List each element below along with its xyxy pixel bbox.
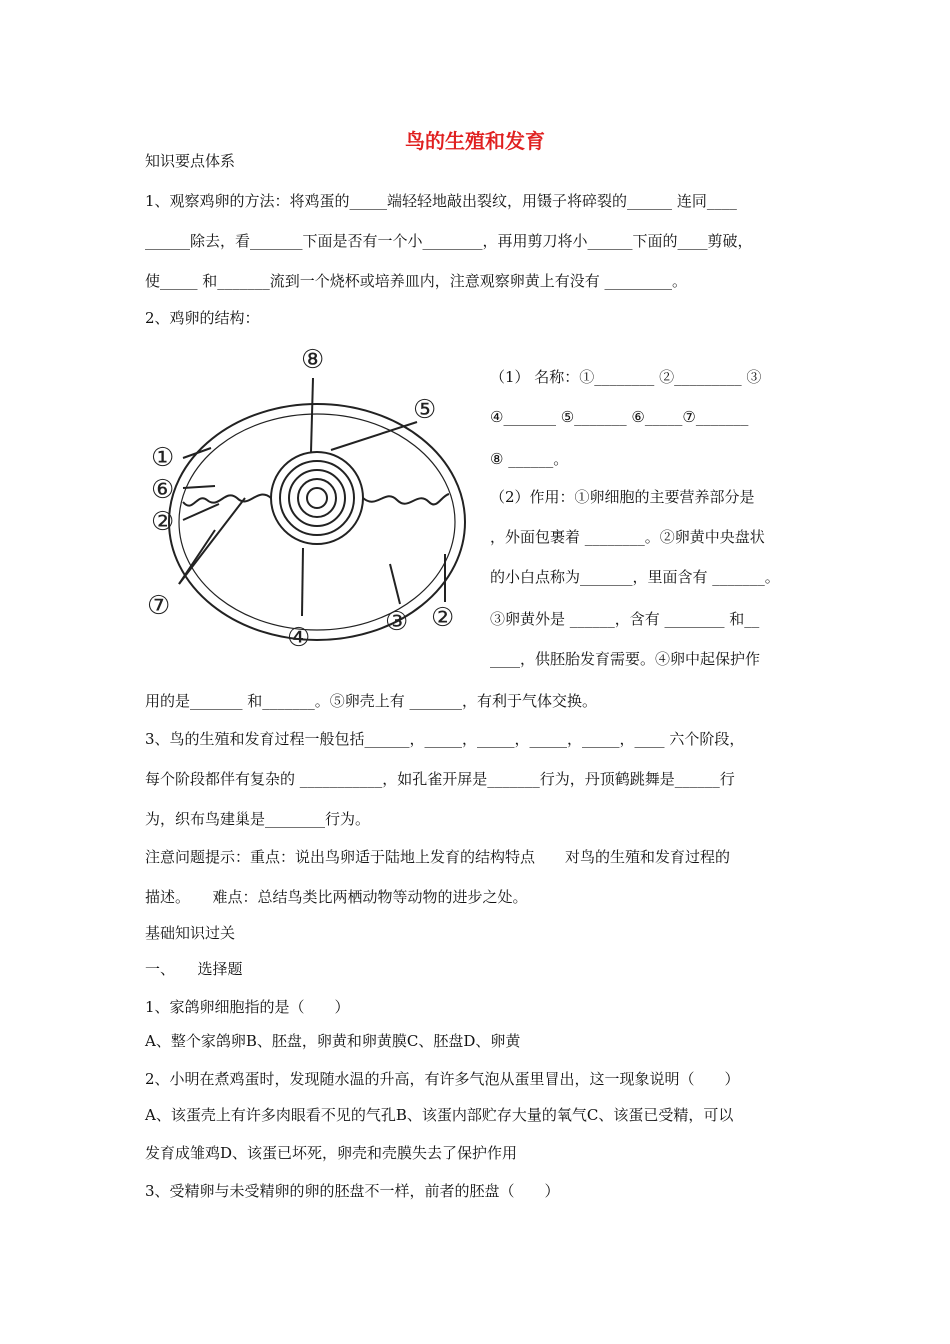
answer-functions-line-1: （2）作用：①卵细胞的主要营养部分是 <box>490 488 755 506</box>
mc3-question: 3、受精卵与未受精卵的卵的胚盘不一样，前者的胚盘（ ） <box>145 1182 560 1200</box>
q3-line-2: 每个阶段都伴有复杂的 ___________，如孔雀开屏是_______行为，丹顶鹤跳舞是______行 <box>145 770 735 788</box>
answer-functions-line-3: 的小白点称为_______，里面含有 _______。 <box>490 568 780 586</box>
diagram-label-4: ④ <box>287 623 311 653</box>
egg-structure-diagram <box>145 338 480 663</box>
leader-6 <box>183 486 215 488</box>
q1-line-1: 1、观察鸡卵的方法：将鸡蛋的_____端轻轻地敲出裂纹，用镊子将碎裂的______ 连同____ <box>145 192 737 210</box>
q3-line-1: 3、鸟的生殖和发育过程一般包括______，_____，_____，_____，_____，____ 六个阶段， <box>145 730 745 748</box>
leader-8 <box>311 378 313 452</box>
diagram-label-6: ⑥ <box>151 475 175 505</box>
chalaza-right <box>363 494 449 504</box>
answer-names-line-2: ④_______ ⑤_______ ⑥_____⑦_______ <box>490 408 749 426</box>
answer-functions-line-4: ③卵黄外是 ______，含有 ________ 和__ <box>490 610 760 628</box>
mc2-options-line-1: A、该蛋壳上有许多肉眼看不见的气孔B、该蛋内部贮存大量的氧气C、该蛋已受精，可以 <box>145 1106 734 1124</box>
yolk-rings <box>271 452 363 544</box>
section-heading-knowledge: 知识要点体系 <box>145 152 236 170</box>
q1-line-3: 使_____ 和_______流到一个烧杯或培养皿内，注意观察卵黄上有没有 _________。 <box>145 272 688 290</box>
diagram-label-2-right: ② <box>431 603 455 633</box>
leader-5 <box>331 422 417 450</box>
leader-4 <box>302 548 303 616</box>
mc1-options: A、整个家鸽卵B、胚盘，卵黄和卵黄膜C、胚盘D、卵黄 <box>145 1032 521 1050</box>
eggshell-outline <box>169 404 465 640</box>
answer-functions-line-2: ，外面包裹着 ________。②卵黄中央盘状 <box>490 528 765 546</box>
diagram-label-3: ③ <box>385 607 409 637</box>
q1-line-2: ______除去，看_______下面是否有一个小________，再用剪刀将小______下面的____剪破， <box>145 232 753 250</box>
diagram-label-7: ⑦ <box>147 591 171 621</box>
mc2-options-line-2: 发育成雏鸡D、该蛋已坏死，卵壳和壳膜失去了保护作用 <box>145 1144 518 1162</box>
answer-names-line-1: （1） 名称：①________ ②_________ ③ <box>490 368 762 386</box>
mc1-question: 1、家鸽卵细胞指的是（ ） <box>145 998 350 1016</box>
q3-line-3: 为，织布鸟建巢是________行为。 <box>145 810 371 828</box>
diagram-label-2-left: ② <box>151 507 175 537</box>
diagram-label-8: ⑧ <box>301 345 325 375</box>
answer-names-line-3: ⑧ ______。 <box>490 450 569 468</box>
note-line-1: 注意问题提示：重点：说出鸟卵适于陆地上发育的结构特点 对鸟的生殖和发育过程的 <box>145 848 731 866</box>
chalaza-left <box>183 495 271 506</box>
section-heading-basic: 基础知识过关 <box>145 924 236 942</box>
answer-functions-line-5: ____，供胚胎发育需要。④卵中起保护作 <box>490 650 761 668</box>
note-line-2: 描述。 难点：总结鸟类比两栖动物等动物的进步之处。 <box>145 888 528 906</box>
q2-last-line: 用的是_______ 和_______。⑤卵壳上有 _______，有利于气体交换。 <box>145 692 598 710</box>
page-title: 鸟的生殖和发育 <box>405 129 545 153</box>
leader-7b <box>179 498 245 584</box>
q2-heading: 2、鸡卵的结构： <box>145 309 260 327</box>
leader-3 <box>390 564 400 604</box>
mc2-question: 2、小明在煮鸡蛋时，发现随水温的升高，有许多气泡从蛋里冒出，这一现象说明（ ） <box>145 1070 740 1088</box>
section-heading-choice: 一、 选择题 <box>145 960 243 978</box>
diagram-label-1: ① <box>151 443 175 473</box>
diagram-label-5: ⑤ <box>413 395 437 425</box>
shell-membrane <box>179 414 455 630</box>
